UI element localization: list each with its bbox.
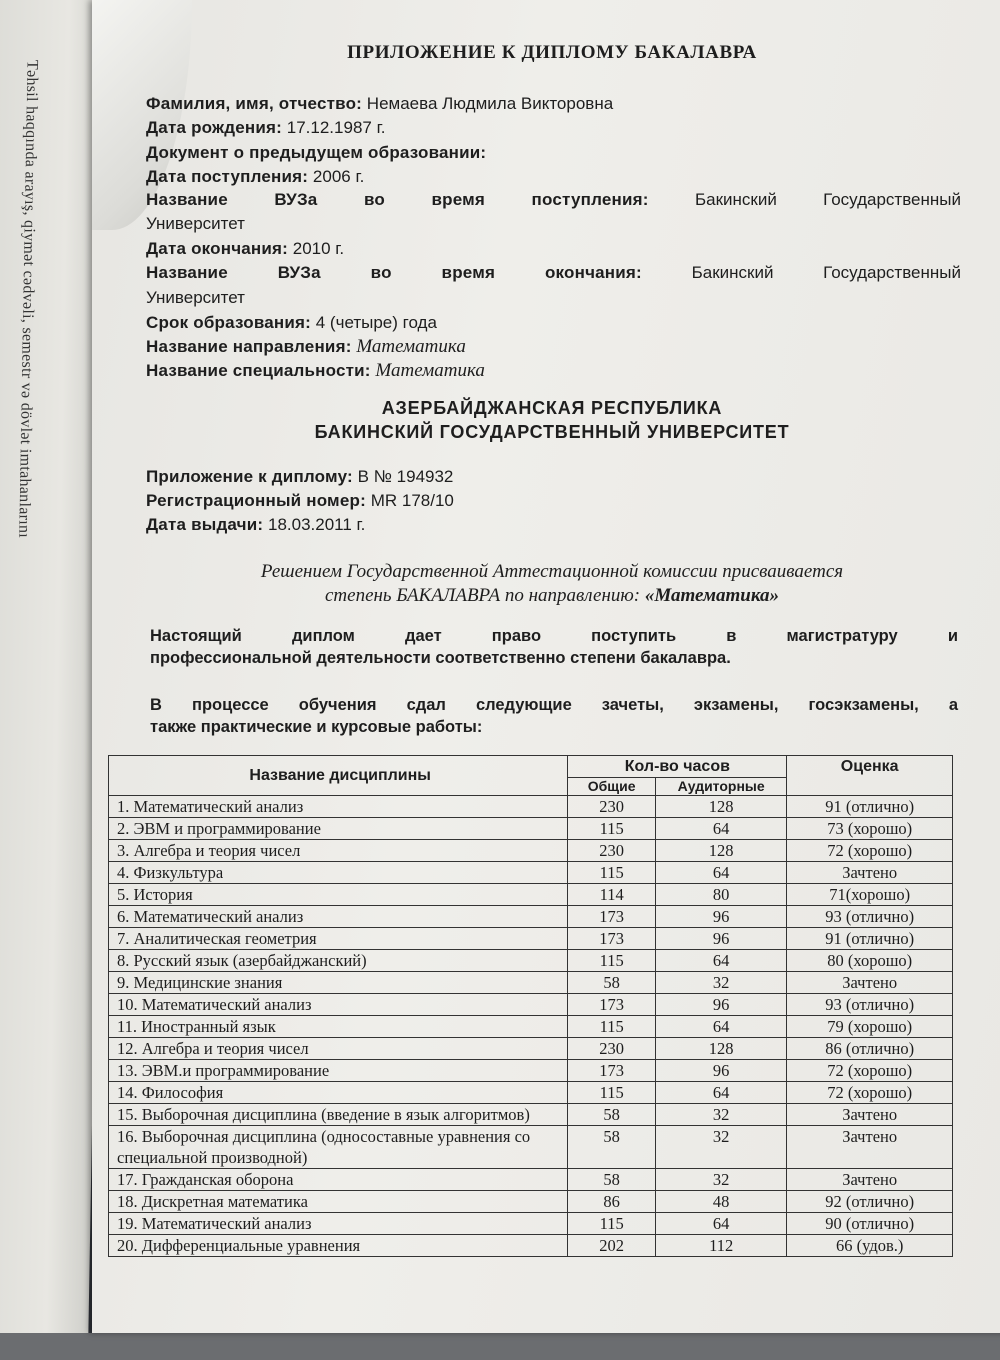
table-row: [109, 972, 953, 994]
table-row: [109, 1060, 953, 1082]
specialty-value: Математика: [375, 360, 485, 381]
grade-cell: 73 (хорошо): [787, 818, 953, 840]
table-row: [109, 1082, 953, 1104]
rights-line-2: профессиональной деятельности соответственно степени бакалавра.: [150, 649, 731, 667]
decision-line-1: Решением Государственной Аттестационной комиссии присваивается: [260, 561, 844, 582]
university-admission-value-2: Университет: [146, 214, 245, 233]
commission-decision: [152, 560, 952, 608]
disciplines-table-body: [109, 796, 953, 1257]
grade-cell: 93 (отлично): [787, 994, 953, 1016]
disciplines-table: [108, 755, 953, 1257]
annex-number-line: [146, 465, 961, 489]
process-line-1: В процессе обучения сдал следующие зачеты, экзамены, госэкзамены, а: [150, 696, 958, 714]
annex-number-value: В № 194932: [357, 467, 454, 486]
table-row: [109, 818, 953, 840]
university-graduation-line-2: [146, 286, 961, 310]
table-row: [109, 1104, 953, 1126]
issuer-country: АЗЕРБАЙДЖАНСКАЯ РЕСПУБЛИКА: [381, 398, 723, 418]
grade-cell: 72 (хорошо): [787, 840, 953, 862]
auditory-hours-cell: 64: [655, 1082, 786, 1104]
grade-cell: Зачтено: [787, 1126, 953, 1169]
auditory-hours-cell: 64: [655, 862, 786, 884]
total-hours-cell: 58: [568, 1104, 656, 1126]
grade-cell: Зачтено: [787, 1169, 953, 1191]
total-hours-cell: 173: [568, 994, 656, 1016]
discipline-name-cell: 7. Аналитическая геометрия: [109, 928, 568, 950]
table-row: [109, 1235, 953, 1257]
grade-cell: Зачтено: [787, 862, 953, 884]
university-admission-line-2: [146, 212, 961, 236]
auditory-hours-cell: 96: [655, 928, 786, 950]
direction-value: Математика: [356, 336, 466, 357]
col-header-grade: Оценка: [787, 756, 953, 796]
table-row: [109, 1213, 953, 1235]
discipline-name-cell: 3. Алгебра и теория чисел: [109, 840, 568, 862]
student-name-value: Немаева Людмила Викторовна: [366, 94, 614, 113]
university-admission-line: [146, 188, 961, 212]
grade-cell: 71(хорошо): [787, 884, 953, 906]
total-hours-cell: 230: [568, 796, 656, 818]
study-term-label: Срок образования:: [146, 313, 311, 332]
table-row: [109, 1038, 953, 1060]
study-term-line: [146, 311, 961, 335]
grade-cell: 79 (хорошо): [787, 1016, 953, 1038]
issue-date-label: Дата выдачи:: [146, 515, 264, 534]
total-hours-cell: 115: [568, 1082, 656, 1104]
total-hours-cell: 230: [568, 840, 656, 862]
auditory-hours-cell: 48: [655, 1191, 786, 1213]
auditory-hours-cell: 64: [655, 818, 786, 840]
table-row: [109, 906, 953, 928]
auditory-hours-cell: 64: [655, 1213, 786, 1235]
total-hours-cell: 173: [568, 928, 656, 950]
graduation-date-line: [146, 237, 961, 261]
specialty-label: Название специальности:: [146, 361, 371, 380]
discipline-name-cell: 11. Иностранный язык: [109, 1016, 568, 1038]
discipline-name-cell: 8. Русский язык (азербайджанский): [109, 950, 568, 972]
grade-cell: 91 (отлично): [787, 796, 953, 818]
grade-cell: 90 (отлично): [787, 1213, 953, 1235]
university-graduation-value-2: Университет: [146, 288, 245, 307]
direction-label: Название направления:: [146, 337, 352, 356]
total-hours-cell: 115: [568, 1213, 656, 1235]
annex-number-label: Приложение к диплому:: [146, 467, 353, 486]
university-admission-value: Бакинский Государственный: [694, 190, 961, 209]
decision-direction: «Математика»: [644, 585, 779, 606]
diploma-supplement-page: [92, 0, 1000, 1333]
total-hours-cell: 86: [568, 1191, 656, 1213]
total-hours-cell: 173: [568, 906, 656, 928]
university-graduation-label: Название ВУЗа во время окончания:: [146, 263, 642, 282]
process-line-2: также практические и курсовые работы:: [150, 718, 483, 736]
discipline-name-cell: 17. Гражданская оборона: [109, 1169, 568, 1191]
discipline-name-cell: 12. Алгебра и теория чисел: [109, 1038, 568, 1060]
total-hours-cell: 115: [568, 1016, 656, 1038]
auditory-hours-cell: 32: [655, 1169, 786, 1191]
col-header-name: Название дисциплины: [109, 756, 568, 796]
university-graduation-line: [146, 261, 961, 285]
decision-line-2: [152, 584, 952, 608]
total-hours-cell: 173: [568, 1060, 656, 1082]
decision-line-2-text: степень БАКАЛАВРА по направлению:: [324, 585, 641, 606]
discipline-name-cell: 2. ЭВМ и программирование: [109, 818, 568, 840]
grade-cell: 93 (отлично): [787, 906, 953, 928]
total-hours-cell: 115: [568, 818, 656, 840]
discipline-name-cell: 20. Дифференциальные уравнения: [109, 1235, 568, 1257]
discipline-name-cell: 5. История: [109, 884, 568, 906]
auditory-hours-cell: 32: [655, 1104, 786, 1126]
auditory-hours-cell: 96: [655, 994, 786, 1016]
auditory-hours-cell: 96: [655, 1060, 786, 1082]
table-row: [109, 862, 953, 884]
grade-cell: Зачтено: [787, 1104, 953, 1126]
total-hours-cell: 230: [568, 1038, 656, 1060]
student-name-label: Фамилия, имя, отчество:: [146, 94, 363, 113]
table-row: [109, 1126, 953, 1169]
grade-cell: 72 (хорошо): [787, 1082, 953, 1104]
total-hours-cell: 115: [568, 950, 656, 972]
specialty-line: [146, 359, 961, 383]
registration-number-value: MR 178/10: [370, 491, 454, 510]
discipline-name-cell: 14. Философия: [109, 1082, 568, 1104]
auditory-hours-cell: 64: [655, 950, 786, 972]
rights-line-1: Настоящий диплом дает право поступить в магистратуру и: [150, 627, 958, 645]
admission-date-label: Дата поступления:: [146, 167, 309, 186]
auditory-hours-cell: 128: [655, 1038, 786, 1060]
grade-cell: 80 (хорошо): [787, 950, 953, 972]
previous-education-line: [146, 141, 961, 165]
auditory-hours-cell: 64: [655, 1016, 786, 1038]
table-row: [109, 994, 953, 1016]
col-header-auditory: Аудиторные: [655, 778, 786, 796]
university-admission-label: Название ВУЗа во время поступления:: [146, 190, 649, 209]
auditory-hours-cell: 128: [655, 840, 786, 862]
issuer-university: БАКИНСКИЙ ГОСУДАРСТВЕННЫЙ УНИВЕРСИТЕТ: [314, 422, 790, 442]
university-graduation-value: Бакинский Государственный: [691, 263, 961, 282]
col-header-total: Общие: [568, 778, 656, 796]
direction-line: [146, 335, 961, 359]
auditory-hours-cell: 112: [655, 1235, 786, 1257]
grade-cell: 72 (хорошо): [787, 1060, 953, 1082]
graduation-date-label: Дата окончания:: [146, 239, 289, 258]
registration-number-line: [146, 489, 961, 513]
registration-number-label: Регистрационный номер:: [146, 491, 366, 510]
grade-cell: 91 (отлично): [787, 928, 953, 950]
admission-date-value: 2006 г.: [312, 167, 365, 186]
table-row: [109, 840, 953, 862]
table-row: [109, 1169, 953, 1191]
table-row: [109, 1191, 953, 1213]
total-hours-cell: 58: [568, 1169, 656, 1191]
grade-cell: 66 (удов.): [787, 1235, 953, 1257]
total-hours-cell: 115: [568, 862, 656, 884]
auditory-hours-cell: 32: [655, 1126, 786, 1169]
total-hours-cell: 58: [568, 972, 656, 994]
discipline-name-cell: 1. Математический анализ: [109, 796, 568, 818]
table-row: [109, 928, 953, 950]
table-row: [109, 884, 953, 906]
process-paragraph: [150, 694, 958, 738]
auditory-hours-cell: 96: [655, 906, 786, 928]
discipline-name-cell: 9. Медицинские знания: [109, 972, 568, 994]
table-row: [109, 1016, 953, 1038]
admission-date-line: [146, 165, 961, 189]
total-hours-cell: 202: [568, 1235, 656, 1257]
table-row: [109, 950, 953, 972]
discipline-name-cell: 15. Выборочная дисциплина (введение в язык алгоритмов): [109, 1104, 568, 1126]
auditory-hours-cell: 32: [655, 972, 786, 994]
total-hours-cell: 114: [568, 884, 656, 906]
previous-education-label: Документ о предыдущем образовании:: [146, 143, 487, 162]
discipline-name-cell: 13. ЭВМ.и программирование: [109, 1060, 568, 1082]
grade-cell: Зачтено: [787, 972, 953, 994]
total-hours-cell: 58: [568, 1126, 656, 1169]
discipline-name-cell: 16. Выборочная дисциплина (односоставные уравнения со специальной производной): [109, 1126, 568, 1169]
discipline-name-cell: 6. Математический анализ: [109, 906, 568, 928]
discipline-name-cell: 19. Математический анализ: [109, 1213, 568, 1235]
birth-date-label: Дата рождения:: [146, 118, 283, 137]
auditory-hours-cell: 80: [655, 884, 786, 906]
col-header-hours: Кол-во часов: [568, 756, 787, 778]
discipline-name-cell: 10. Математический анализ: [109, 994, 568, 1016]
discipline-name-cell: 4. Физкультура: [109, 862, 568, 884]
auditory-hours-cell: 128: [655, 796, 786, 818]
birth-date-line: [146, 116, 961, 140]
issue-date-value: 18.03.2011 г.: [268, 515, 366, 534]
table-row: [109, 796, 953, 818]
issue-date-line: [146, 513, 961, 537]
discipline-name-cell: 18. Дискретная математика: [109, 1191, 568, 1213]
underlying-page-text: Təhsil haqqında arayış, qiymət cədvəli, semestr və dövlət imtahanlarını: [15, 60, 41, 539]
grade-cell: 86 (отлично): [787, 1038, 953, 1060]
birth-date-value: 17.12.1987 г.: [286, 118, 386, 137]
rights-paragraph: [150, 625, 958, 669]
document-title: ПРИЛОЖЕНИЕ К ДИПЛОМУ БАКАЛАВРА: [347, 42, 757, 63]
student-name-line: [146, 92, 961, 116]
graduation-date-value: 2010 г.: [292, 239, 345, 258]
study-term-value: 4 (четыре) года: [315, 313, 437, 332]
grade-cell: 92 (отлично): [787, 1191, 953, 1213]
